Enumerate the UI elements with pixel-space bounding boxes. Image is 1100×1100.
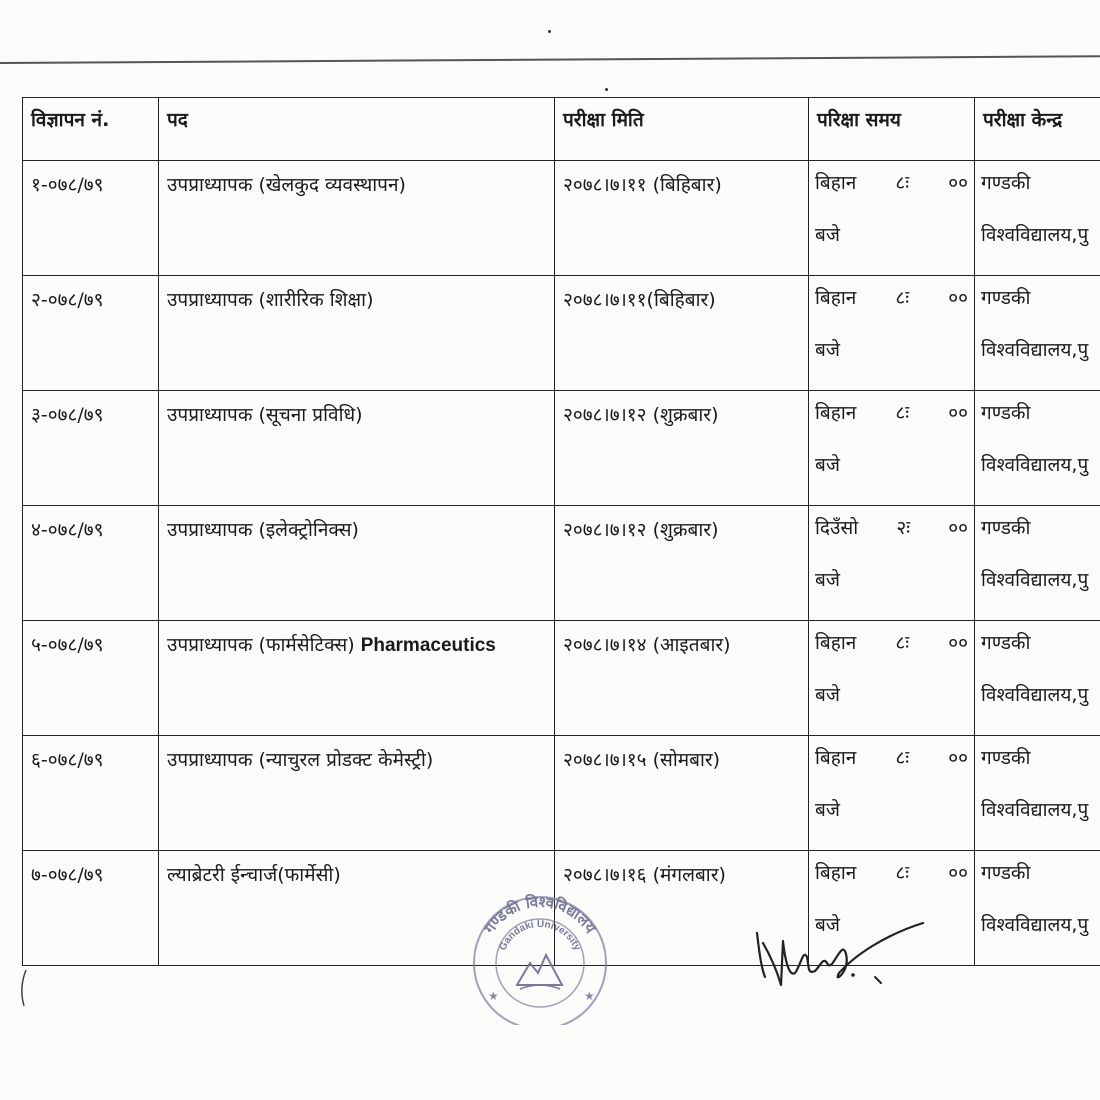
- time-hour: ८ः: [895, 632, 910, 654]
- post-cell: [159, 506, 555, 621]
- ad-no-cell: ५-०७८/७९: [23, 621, 159, 736]
- time-minute: ००: [948, 747, 968, 769]
- time-hour: २ः: [896, 517, 911, 539]
- time-period: बिहान: [815, 287, 857, 309]
- exam-time-cell: [809, 621, 975, 736]
- header-exam-date: परीक्षा मिति: [555, 98, 809, 161]
- seal-text-english: Gandaki University: [497, 918, 583, 953]
- exam-date-cell: २०७८।७।१६ (मंगलबार): [555, 851, 809, 966]
- header-ad-no: विज्ञापन नं.: [23, 98, 159, 161]
- time-minute: ००: [948, 402, 968, 424]
- exam-center-cell: [975, 276, 1100, 391]
- time-suffix: बजे: [815, 224, 840, 246]
- post-cell: [159, 161, 555, 276]
- time-minute: ००: [948, 632, 968, 654]
- time-period: बिहान: [815, 632, 857, 654]
- time-minute: ००: [948, 287, 968, 309]
- header-post: पद: [159, 98, 555, 161]
- center-detail: विश्वविद्यालय,पु: [981, 224, 1089, 246]
- exam-center-cell: [975, 851, 1100, 966]
- seal-star-icon: ★: [584, 989, 595, 1003]
- ad-no-cell: ४-०७८/७९: [23, 506, 159, 621]
- post-name: उपप्राध्यापक (शारीरिक शिक्षा): [167, 289, 374, 311]
- table-row: [23, 621, 1100, 736]
- post-name-english: Pharmaceutics: [360, 635, 496, 656]
- post-cell: [159, 621, 555, 736]
- ad-no-cell: १-०७८/७९: [23, 161, 159, 276]
- center-name: गण्डकी: [981, 517, 1031, 539]
- exam-date-cell: २०७८।७।१४ (आइतबार): [555, 621, 809, 736]
- center-name: गण्डकी: [981, 172, 1031, 194]
- time-period: बिहान: [815, 402, 857, 424]
- center-name: गण्डकी: [981, 747, 1031, 769]
- time-suffix: बजे: [815, 569, 840, 591]
- exam-date-cell: २०७८।७।११ (बिहिबार): [555, 161, 809, 276]
- time-hour: ८ः: [895, 862, 910, 884]
- center-name: गण्डकी: [981, 862, 1031, 884]
- ad-no-cell: ३-०७८/७९: [23, 391, 159, 506]
- time-period: बिहान: [815, 747, 857, 769]
- scan-speck: [548, 30, 551, 33]
- exam-center-cell: [975, 391, 1100, 506]
- time-hour: ८ः: [895, 402, 910, 424]
- time-hour: ८ः: [895, 287, 910, 309]
- time-minute: ००: [948, 862, 968, 884]
- exam-time-cell: [809, 736, 975, 851]
- time-period: बिहान: [815, 862, 857, 884]
- center-detail: विश्वविद्यालय,पु: [981, 799, 1089, 821]
- time-suffix: बजे: [815, 454, 840, 476]
- center-detail: विश्वविद्यालय,पु: [981, 454, 1089, 476]
- exam-center-cell: [975, 161, 1100, 276]
- table-header-row: [23, 98, 1100, 161]
- time-suffix: बजे: [815, 684, 840, 706]
- post-name: उपप्राध्यापक (सूचना प्रविधि): [167, 404, 363, 426]
- time-suffix: बजे: [815, 339, 840, 361]
- center-name: गण्डकी: [981, 402, 1031, 424]
- post-name: उपप्राध्यापक (इलेक्ट्रोनिक्स): [167, 519, 359, 541]
- post-name: उपप्राध्यापक (फार्मसेटिक्स): [167, 634, 355, 656]
- seal-mountain-emblem: [517, 955, 562, 985]
- exam-time-cell: [809, 506, 975, 621]
- time-hour: ८ः: [895, 172, 910, 194]
- time-minute: ००: [948, 172, 968, 194]
- table-body: [23, 161, 1100, 966]
- exam-time-cell: [809, 391, 975, 506]
- post-name: उपप्राध्यापक (खेलकुद व्यवस्थापन): [167, 174, 406, 196]
- exam-time-cell: [809, 161, 975, 276]
- exam-date-cell: २०७८।७।११(बिहिबार): [555, 276, 809, 391]
- center-name: गण्डकी: [981, 287, 1031, 309]
- exam-time-cell: [809, 276, 975, 391]
- post-name: ल्याब्रेटरी ईन्चार्ज(फार्मेसी): [167, 864, 341, 886]
- time-minute: ००: [948, 517, 968, 539]
- time-suffix: बजे: [815, 799, 840, 821]
- header-exam-center: परीक्षा केन्द्र: [975, 98, 1100, 161]
- center-detail: विश्वविद्यालय,पु: [981, 339, 1089, 361]
- margin-pen-mark: [16, 968, 30, 1008]
- time-period: बिहान: [815, 172, 857, 194]
- ad-no-cell: ७-०७८/७९: [23, 851, 159, 966]
- post-cell: [159, 736, 555, 851]
- time-period: दिउँसो: [815, 517, 859, 539]
- exam-center-cell: [975, 506, 1100, 621]
- time-hour: ८ः: [895, 747, 910, 769]
- center-detail: विश्वविद्यालय,पु: [981, 569, 1089, 591]
- post-name: उपप्राध्यापक (न्याचुरल प्रोडक्ट केमेस्ट्री): [167, 749, 434, 771]
- table-row: [23, 391, 1100, 506]
- seal-star-icon: ★: [488, 989, 499, 1003]
- time-suffix: बजे: [815, 914, 840, 936]
- post-cell: [159, 276, 555, 391]
- table-row: [23, 506, 1100, 621]
- exam-date-cell: २०७८।७।१५ (सोमबार): [555, 736, 809, 851]
- exam-date-cell: २०७८।७।१२ (शुक्रबार): [555, 506, 809, 621]
- table-row: [23, 161, 1100, 276]
- ad-no-cell: २-०७८/७९: [23, 276, 159, 391]
- seal-text-nepali: गण्डकी विश्वविद्यालय: [480, 892, 600, 937]
- university-seal-stamp: [462, 885, 617, 1025]
- exam-center-cell: [975, 736, 1100, 851]
- top-rule: [0, 55, 1100, 64]
- table-row: [23, 276, 1100, 391]
- post-cell: [159, 391, 555, 506]
- center-name: गण्डकी: [981, 632, 1031, 654]
- exam-date-cell: २०७८।७।१२ (शुक्रबार): [555, 391, 809, 506]
- exam-schedule-table: [22, 97, 1100, 966]
- exam-center-cell: [975, 621, 1100, 736]
- scan-speck: [605, 88, 608, 91]
- center-detail: विश्वविद्यालय,पु: [981, 684, 1089, 706]
- handwritten-signature: [745, 905, 930, 1005]
- center-detail: विश्वविद्यालय,पु: [981, 914, 1089, 936]
- table-row: [23, 736, 1100, 851]
- ad-no-cell: ६-०७८/७९: [23, 736, 159, 851]
- header-exam-time: परिक्षा समय: [809, 98, 975, 161]
